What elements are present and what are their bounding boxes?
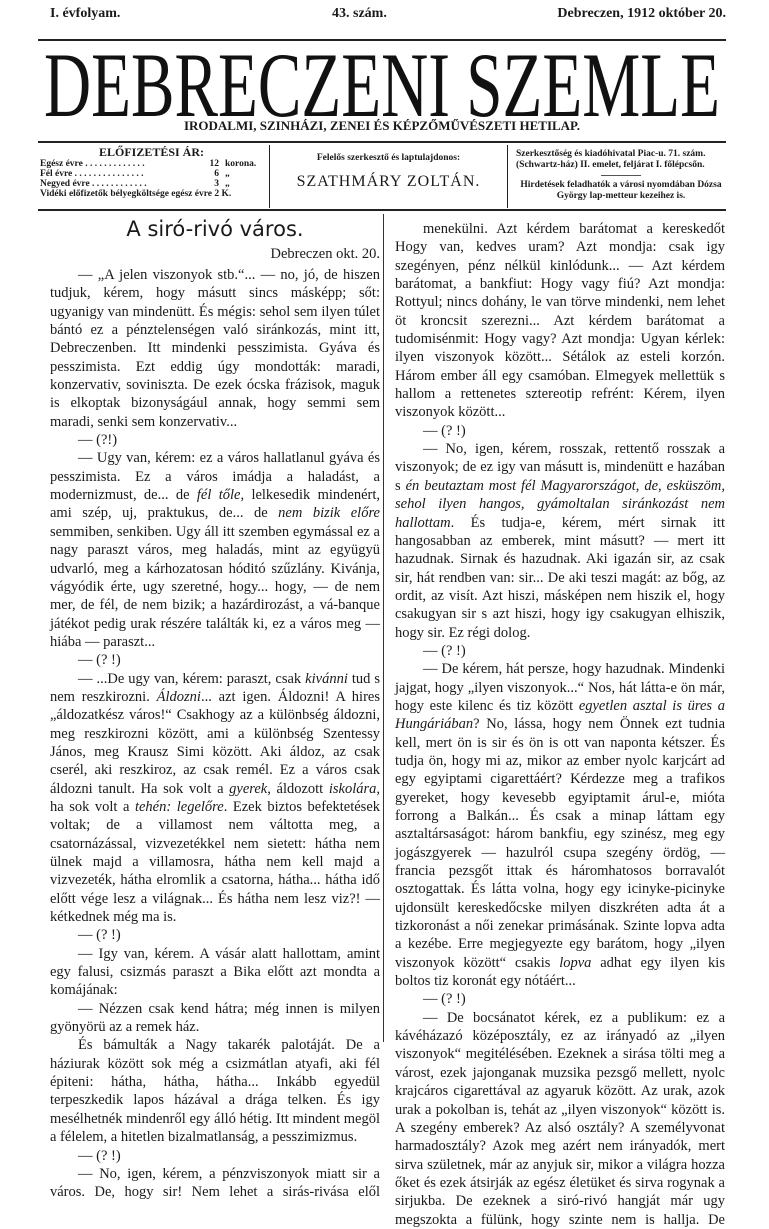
article-paragraph bbox=[395, 660, 725, 990]
italic-text: egyetlen asztal is üres a Hungáriában bbox=[395, 697, 725, 733]
article-paragraph bbox=[50, 651, 380, 669]
italic-text: kivánni bbox=[305, 670, 348, 687]
italic-text: nem bizik előre bbox=[278, 505, 380, 522]
volume-label: I. évfolyam. bbox=[50, 6, 121, 21]
paragraph-text: — Nézzen csak kend hátra; még innen is milyen gyönyörü az a remek ház. bbox=[50, 1000, 380, 1036]
paragraph-text: , ha sok volt a bbox=[50, 780, 380, 815]
price-value: 12 bbox=[209, 159, 219, 169]
italic-text: fél tőle bbox=[196, 487, 241, 504]
price-row bbox=[40, 159, 263, 169]
price-unit: „ bbox=[225, 169, 230, 179]
paragraph-text: , lelkesedik mindenért, ami szép, uj, praktukus, de... de bbox=[50, 487, 380, 522]
price-row bbox=[40, 169, 263, 179]
editor-name: SZATHMÁRY ZOLTÁN. bbox=[296, 173, 481, 190]
editor-box bbox=[270, 145, 508, 208]
masthead bbox=[38, 40, 726, 124]
article-paragraph bbox=[395, 440, 725, 642]
paragraph-text: ... azt igen. Áldozni! A hires „áldozatkész város!“ Csakhogy az a különbség áldozni, meg reszkirozni között, ami a különbség Szentessy János, meg Krausz Simi között. Aki áldoz, az csak cserél, aki reszkiroz, az csak remél. Ez a város csak áldozni tanult. Ha sok volt a bbox=[50, 688, 380, 797]
paragraph-text: — „A jelen viszonyok stb.“... — no, jó, de hiszen tudjuk, kérem, hogy másutt sincs másképp; sőt: ugyanigy van mindenütt. És mégis: sehol sem ilyen túlet bántó ez a pénztelenségen való siránkozás, mint itt, Debreczenben. Itt mindenki pesszimista. Gyáva és pesszimista. Ezt eddig úgy mondották: maradi, konzervativ, soviniszta. De ezek ócska frázisok, maguk is elkoptak bizonyságául annak, hogy semmi sem maradi, senki sem konzervativ... bbox=[50, 267, 380, 430]
price-unit: „ bbox=[225, 179, 230, 189]
issue-date: Debreczen, 1912 október 20. bbox=[557, 6, 726, 21]
office-box bbox=[508, 145, 726, 208]
paragraph-text: menekülni. Azt kérdem barátomat a kereskedőt Hogy van, kedves uram? Azt mondja: csak igy szegényen, pénz nélkül kinlódunk... — Azt kérdem barátomat, a bankfiut: Hogy vagy fiú? Azt mondja: Rottyul; nincs dohány, le van törve mindenki, nem lehet öt kroncsit szerezni... Azt kérdem barátomat a tudomisénmit: Hogy vagy? Azt mondja: Ugyan kérlek: ilyen viszonyok között... Sétálok az esteli korzón. Három ember áll egy csamóban. Elmegyek mellettük s hallom a rettenetes sztereotip refrént: Kérem, ilyen viszonyok között... bbox=[395, 221, 725, 421]
article-paragraph bbox=[395, 1009, 725, 1229]
subscription-heading: ELŐFIZETÉSI ÁR: bbox=[98, 145, 205, 159]
paragraph-text: . Ezek biztos befektetések voltak; de a villamost nem váltotta meg, a csatornázással, vizvezetékkel nem sietett: hátha nem ülnek majd a villamosra, hátha nem kell majd a vizvezeték, hátha elromlik a csatorna, hátha... hátha idő előtt vége lesz a világnak... És hátha nem lesz viz?! — kétkednek még ma is. bbox=[50, 798, 380, 926]
italic-text: tehén: legelőre bbox=[134, 798, 224, 815]
info-top-rule bbox=[38, 141, 726, 143]
article-paragraph bbox=[395, 220, 725, 422]
article-paragraph bbox=[50, 449, 380, 651]
article-paragraph bbox=[395, 642, 725, 660]
paragraph-text: — No, igen, kérem, a pénzviszonyok miatt sir a város. De, hogy sir! Nem lehet a sirás-rivása elől bbox=[50, 1165, 380, 1201]
info-box bbox=[38, 145, 726, 208]
paragraph-text: — (? !) bbox=[78, 652, 121, 669]
paragraph-text: — De kérem, hát persze, hogy hazudnak. Mindenki jajgat, hogy „ilyen viszonyok...“ Nos, hát látta-e ön már, hogy este kilenc és tiz között bbox=[395, 661, 725, 714]
editor-label: Felelős szerkesztő és laptulajdonos: bbox=[316, 153, 461, 163]
italic-text: gyerek bbox=[229, 780, 268, 797]
price-value: 6 bbox=[214, 169, 219, 179]
article-column-left bbox=[50, 266, 380, 1202]
info-bottom-rule bbox=[38, 209, 726, 211]
article-paragraph bbox=[50, 431, 380, 449]
paragraph-text: ? No, lássa, hogy nem Önnek ezt tudnia kell, mert ön is sir és ön is ott van naponta kétszer. És tudja ön, hogy mi az, mikor az ember nyolc karjcárt ad egy egyiptami cigarettáért? Kérdezze meg a trafikos gyereket, hogy kevesebb egyiptamit árul-e, mióta forrong a Balkán... És csak a minap láttam egy asztaltársaságot: három bankfiu, egy szinész, meg egy jogászgyerek — hazulról csupa szegény ördög, — francia pezsgőt ittak és háromhatosos borravalót osztogattak. És látta volna, hogy egy icinyke-picinyke ujdonsült kereskedőcske milyen diszkréten adta át a tizkoronást a női zenekar primásának. Szinte lopva adta a kezébe. Erre megjegyezte egy barátom, hogy „ilyen viszonyok között“ csakis bbox=[395, 716, 725, 971]
office-address: Szerkesztőség és kiadóhivatal Piac-u. 71. szám. (Schwartz-ház) II. emelet, feljárat I. főlépcsőn. bbox=[516, 149, 706, 170]
paragraph-text: — (? !) bbox=[423, 642, 466, 659]
article-paragraph bbox=[50, 266, 380, 431]
article-paragraph bbox=[50, 945, 380, 1000]
article-paragraph bbox=[50, 926, 380, 944]
paragraph-text: — (?!) bbox=[78, 432, 118, 449]
masthead-title: DEBRECZENI SZEMLE bbox=[44, 40, 720, 124]
paragraph-text: — (? !) bbox=[423, 422, 466, 439]
paragraph-text: — De bocsánatot kérek, ez a publikum: ez a kávéházazó középosztály, ez az irányadó az „ilyen viszonyok“ megitélésében. Ezeknek a sirása tölti meg a várost, ezek jajonganak muzsika pezsgő mellett, nyolc krajcáros cigarettával az agyaruk között. Az urak, azok urak a pokolban is, tehát az „ilyen viszonyok“ között is. A szegény emberek? Az alsó osztály? A személyvonat harmadosztály? Azok meg azért nem irányadók, mert sirva születnek, már az anyjuk sir, mikor a világra hozza őket és ezek átsirják az egész életüket és sirva rogynak a sirjukba. De ezeknek a siró-rivó hangját már ugy megszokta a fülünk, hogy szinte nem is hallja. De bbox=[395, 1009, 725, 1228]
ads-info: Hirdetések feladhatók a városi nyomdában Dózsa György lap-metteur kezeihez is. bbox=[520, 180, 722, 201]
article-title: A siró-rivó város. bbox=[126, 217, 304, 241]
paragraph-text: , áldozott bbox=[267, 780, 329, 797]
price-label: Negyed évre . . . . . . . . . . . . bbox=[40, 179, 147, 189]
paragraph-text: adhat egy ilyen kis boltos tiz koronát egy nótáért... bbox=[395, 954, 725, 990]
masthead-subtitle: IRODALMI, SZINHÁZI, ZENEI ÉS KÉPZŐMŰVÉSZETI HETILAP. bbox=[183, 118, 581, 133]
paragraph-text: — Ugy van, kérem: ez a város hallatlanul gyáva és pesszimista. Ez a város imádja a haladást, a modernizmust, de... de bbox=[50, 450, 380, 504]
italic-text: iskolára bbox=[328, 780, 377, 797]
masthead-graphic bbox=[38, 40, 726, 124]
paragraph-text: semmiben, senkiben. Ugy áll itt szemben egymással ez a nagy paraszt város, meg haladás, mint az együgyü udvarló, meg a kárhozatosan hóditó szűzlány. Kivánja, vágyódik érte, ugy szeretné, hogy... hogy, — de nem mer, de fél, de nem bizik; a hazárdirozást, a vá-banque játékot pedig urak részére találták ki, ez a város meg — hiába — paraszt... bbox=[50, 523, 380, 650]
paragraph-text: És bámulták a Nagy takarék palotáját. De a háziurak között sok még a csizmátlan atyafi, aki fél épiteni: hátha, hátha, hátha... Inkább egyedül terpeszkedik lapos házával a drága telken. És igy mesélhetnék mindenről egy álló hétig. Itt mindent megöl a félelem, a hitetlen bizalmatlanság, a pesszimizmus. bbox=[50, 1037, 380, 1146]
price-value: 3 bbox=[214, 179, 219, 189]
subscription-box bbox=[38, 145, 270, 208]
paragraph-text: — ...De ugy van, kérem: paraszt, csak bbox=[78, 670, 306, 687]
paragraph-text: . És tudja-e, kérem, mért sirnak itt hangosabban az emberek, mint másutt? — mert itt hazudnak. Sirnak és hazudnak. Aki igazán sir, az csak sir, hát rendben van: sir... De aki teszi magát: az bőg, az ordit, az visít. Azt hiszi, másképen nem hiszik el, hogy csakugyan sir s azt hiszi, hogy igy csakugyan elhiszik, hogy sir. Ez régi dolog. bbox=[395, 514, 725, 641]
issue-number: 43. szám. bbox=[332, 6, 387, 21]
issue-info-bar bbox=[50, 6, 726, 28]
article-paragraph bbox=[395, 990, 725, 1008]
italic-text: Áldozni bbox=[156, 688, 201, 705]
paragraph-text: — (? !) bbox=[423, 991, 466, 1008]
article-paragraph bbox=[50, 1000, 380, 1037]
price-row bbox=[40, 179, 263, 189]
price-unit: korona. bbox=[225, 159, 257, 169]
column-divider bbox=[383, 214, 384, 1042]
paragraph-text: — (? !) bbox=[78, 1147, 121, 1164]
price-label: Fél évre . . . . . . . . . . . . . . . bbox=[40, 169, 144, 179]
article-paragraph bbox=[395, 422, 725, 440]
price-label: Egész évre . . . . . . . . . . . . . bbox=[40, 159, 145, 169]
paragraph-text: tud s nem reszkirozni. bbox=[50, 670, 380, 705]
italic-text: én beutaztam most fél Magyarországot, de, esküszöm, sehol ilyen hangos, gyámoltalan siránkozást nem hallottam bbox=[395, 477, 725, 531]
article-dateline: Debreczen okt. 20. bbox=[270, 246, 380, 262]
article-paragraph bbox=[50, 1147, 380, 1165]
article-paragraph bbox=[50, 670, 380, 927]
office-separator bbox=[601, 175, 641, 176]
paragraph-text: — Igy van, kérem. A vásár alatt hallottam, amint egy falusi, csizmás paraszt a Bika előtt azt mondta a komájának: bbox=[50, 945, 380, 999]
italic-text: lopva bbox=[559, 954, 592, 971]
paragraph-text: — No, igen, kérem, rosszak, rettentő rosszak a viszonyok; de ez igy van másutt is, mindenütt e hazában s bbox=[395, 441, 725, 494]
article-column-right bbox=[395, 220, 725, 1229]
article-paragraph bbox=[50, 1036, 380, 1146]
article-paragraph bbox=[50, 1165, 380, 1202]
paragraph-text: — (? !) bbox=[78, 927, 121, 944]
subscription-footer: Vidéki előfizetők bélyegköltsége egész évre 2 K. bbox=[40, 189, 232, 199]
